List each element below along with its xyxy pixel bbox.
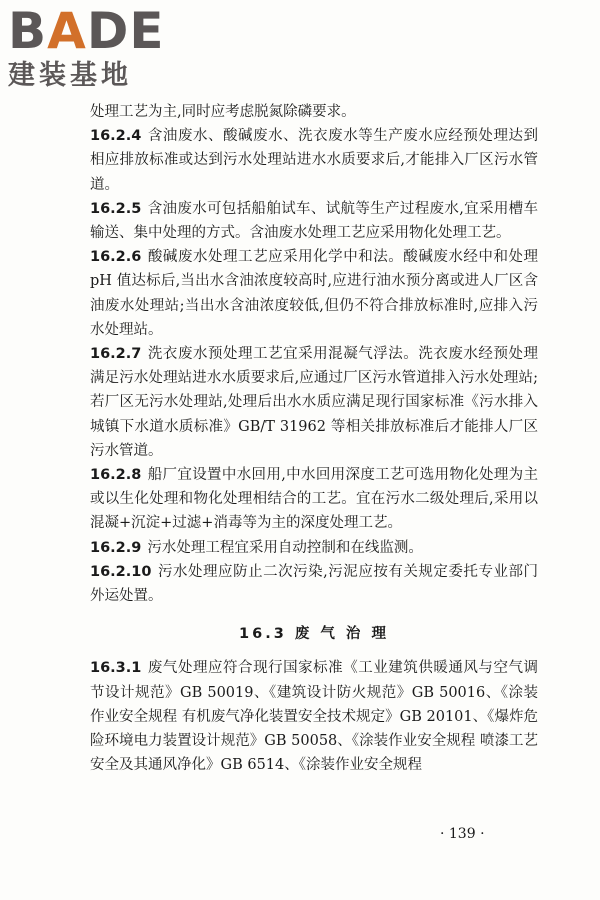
logo-wordmark — [8, 4, 178, 58]
clause-number: 16.2.9 — [90, 539, 142, 556]
clause-number: 16.2.4 — [90, 128, 142, 145]
clause-16-2-9 — [90, 536, 538, 560]
clause-text: 污水处理应防止二次污染,污泥应按有关规定委托专业部门外运处置。 — [90, 563, 538, 605]
clause-number: 16.2.8 — [90, 467, 142, 484]
logo-letters-de: DE — [86, 2, 165, 60]
clause-16-2-6 — [90, 245, 538, 342]
clause-16-2-8 — [90, 463, 538, 536]
page-number: · 139 · — [440, 826, 485, 842]
paragraph-text: 处理工艺为主,同时应考虑脱氮除磷要求。 — [90, 104, 356, 120]
clause-16-2-10 — [90, 560, 538, 608]
clause-text: 污水处理工程宜采用自动控制和在线监测。 — [147, 539, 423, 556]
logo-subtitle: 建装基地 — [8, 60, 132, 91]
clause-number: 16.3.1 — [90, 660, 142, 677]
clause-16-2-4 — [90, 124, 538, 197]
clause-text: 含油废水可包括船舶试车、试航等生产过程废水,宜采用槽车输送、集中处理的方式。含油废水处理工艺应采用物化处理工艺。 — [90, 200, 538, 242]
bade-logo — [8, 4, 178, 96]
clause-number: 16.2.10 — [90, 563, 152, 580]
clause-number: 16.2.7 — [90, 346, 142, 363]
clause-16-3-1 — [90, 656, 538, 777]
clause-16-2-7 — [90, 342, 538, 463]
clause-number: 16.2.5 — [90, 200, 142, 217]
logo-letter-b: B — [8, 2, 48, 60]
clause-text: 废气处理应符合现行国家标准《工业建筑供暖通风与空气调节设计规范》GB 50019、《建筑设计防火规范》GB 50016、《涂装作业安全规程 有机废气净化装置安全技术规定》GB 20101、《爆炸危险环境电力装置设计规范》GB 50058、《涂装作业安全规程 喷漆工艺安全及其通风净化》GB 6514、《涂装作业安全规程 — [90, 660, 538, 774]
clause-text: 含油废水、酸碱废水、洗衣废水等生产废水应经预处理达到相应排放标准或达到污水处理站进水水质要求后,才能排入厂区污水管道。 — [90, 128, 538, 193]
section-heading: 16.3 废 气 治 理 — [239, 626, 389, 643]
clause-16-2-5 — [90, 197, 538, 245]
paragraph-continuation — [90, 100, 538, 124]
logo-letter-a: A — [47, 2, 87, 60]
clause-number: 16.2.6 — [90, 249, 142, 266]
clause-text: 船厂宜设置中水回用,中水回用深度工艺可选用物化处理为主或以生化处理和物化处理相结合的工艺。宜在污水二级处理后,采用以混凝+沉淀+过滤+消毒等为主的深度处理工艺。 — [90, 467, 538, 532]
document-body — [90, 100, 538, 777]
clause-text: 洗衣废水预处理工艺宜采用混凝气浮法。洗衣废水经预处理满足污水处理站进水水质要求后,应通过厂区污水管道排入污水处理站;若厂区无污水处理站,处理后出水水质应满足现行国家标准《污水排入城镇下水道水质标准》GB/T 31962 等相关排放标准后才能排人厂区污水管道。 — [90, 346, 538, 459]
clause-text: 酸碱废水处理工艺应采用化学中和法。酸碱废水经中和处理 pH 值达标后,当出水含油浓度较高时,应进行油水预分离或进人厂区含油废水处理站;当出水含油浓度较低,但仍不符合排放标准时,应排入污水处理站。 — [90, 249, 538, 338]
